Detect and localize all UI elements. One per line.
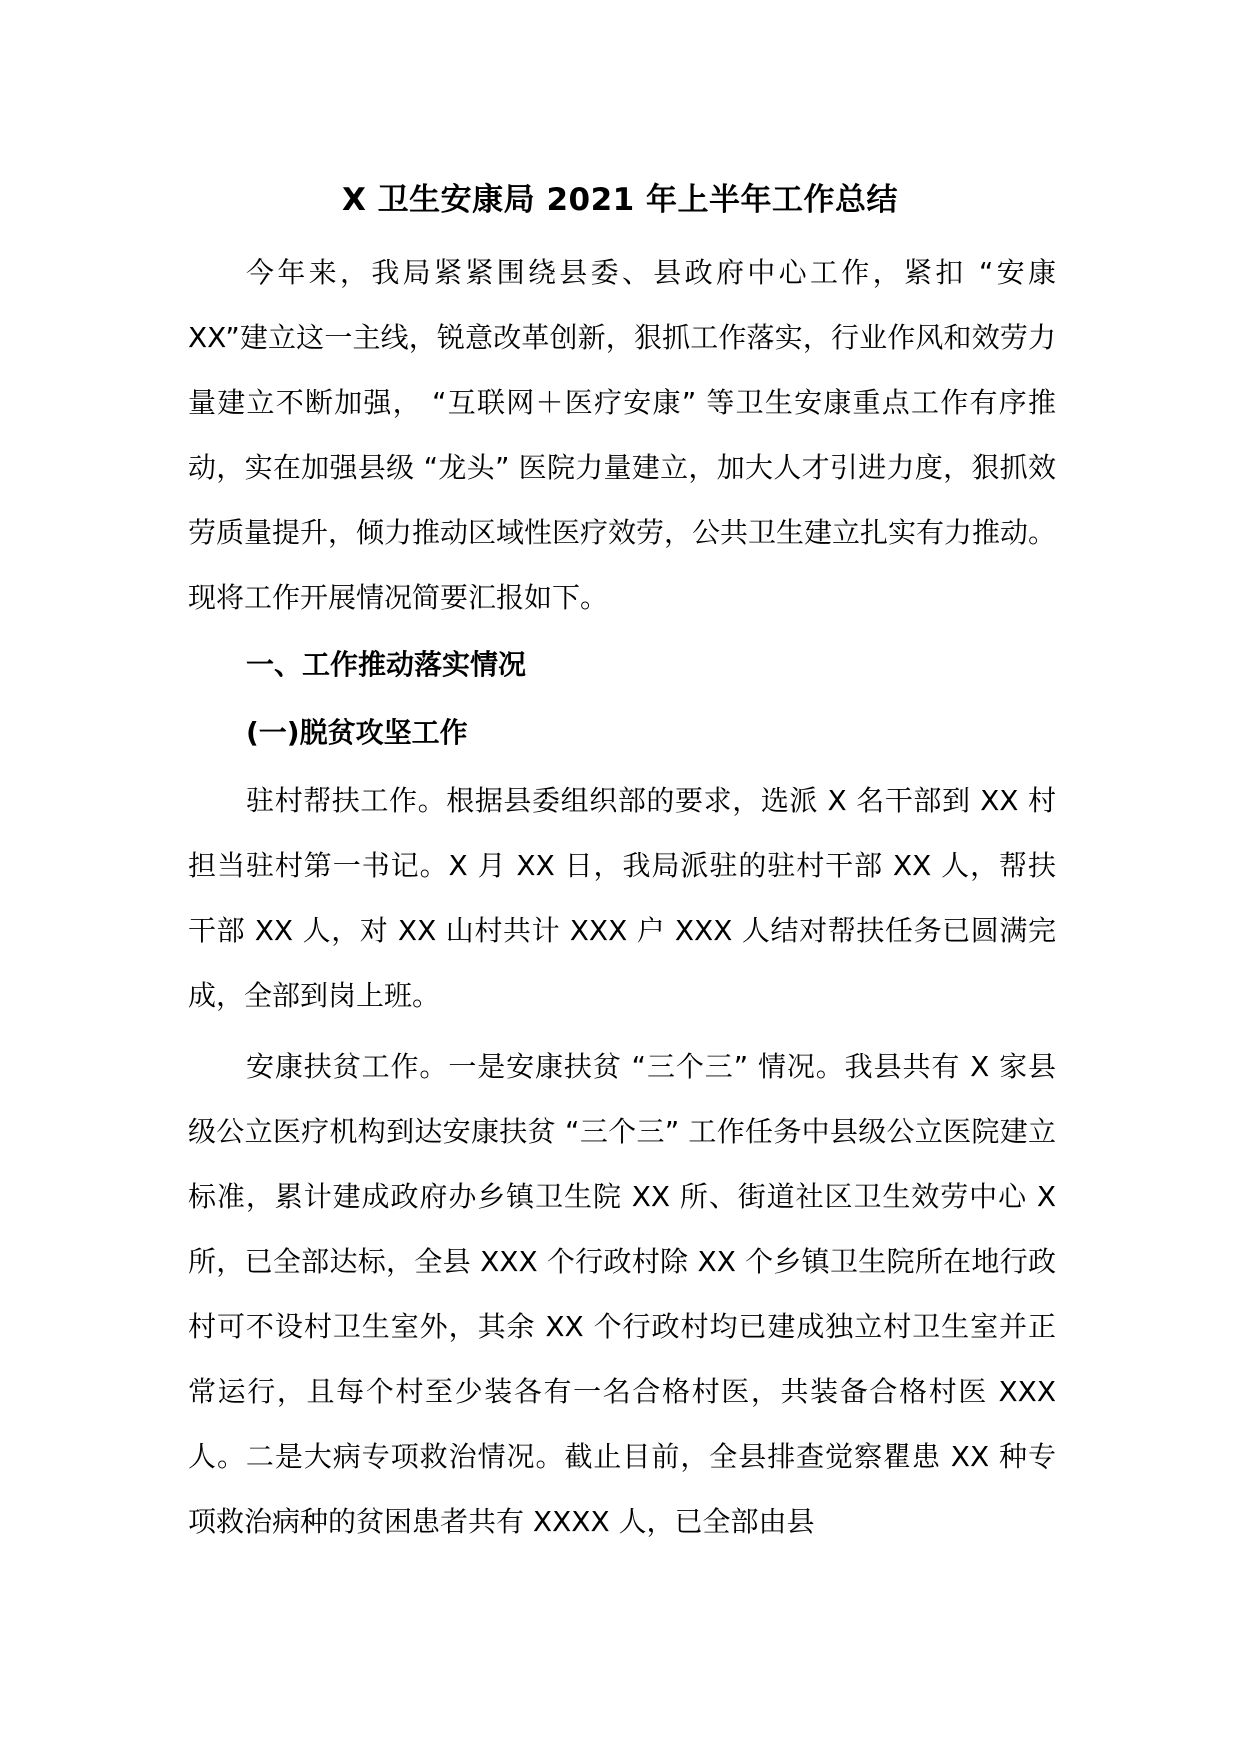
section-heading: 一、工作推动落实情况	[246, 648, 527, 681]
village-assistance-paragraph: 驻村帮扶工作。根据县委组织部的要求，选派 X 名干部到 XX 村担当驻村第一书记。X 月 XX 日，我局派驻的驻村干部 XX 人，帮扶干部 XX 人，对 XX 山村共计 XXX 户 XXX 人结对帮扶任务已圆满完成，全部到岗上班。	[188, 784, 1056, 1012]
health-poverty-paragraph: 安康扶贫工作。一是安康扶贫 “三个三” 情况。我县共有 X 家县级公立医疗机构到达安康扶贫 “三个三” 工作任务中县级公立医院建立标准，累计建成政府办乡镇卫生院 XX 所、街道社区卫生效劳中心 X 所，已全部达标，全县 XXX 个行政村除 XX 个乡镇卫生院所在地行政村可不设村卫生室外，其余 XX 个行政村均已建成独立村卫生室并正常运行，且每个村至少装各有一名合格村医，共装备合格村医 XXX 人。二是大病专项救治情况。截止目前，全县排查觉察瞿患 XX 种专项救治病种的贫困患者共有 XXXX 人，已全部由县	[188, 1050, 1056, 1538]
document-title: X 卫生安康局 2021 年上半年工作总结	[341, 182, 899, 218]
intro-paragraph: 今年来，我局紧紧围绕县委、县政府中心工作，紧扣 “安康 XX”建立这一主线，锐意改革创新，狠抓工作落实，行业作风和效劳力量建立不断加强， “互联网＋医疗安康” 等卫生安康重点工作有序推动，实在加强县级 “龙头” 医院力量建立，加大人才引进力度，狠抓效劳质量提升，倾力推动区域性医疗效劳，公共卫生建立扎实有力推动。现将工作开展情况简要汇报如下。	[188, 256, 1057, 614]
subsection-heading: (一)脱贫攻坚工作	[246, 716, 468, 749]
